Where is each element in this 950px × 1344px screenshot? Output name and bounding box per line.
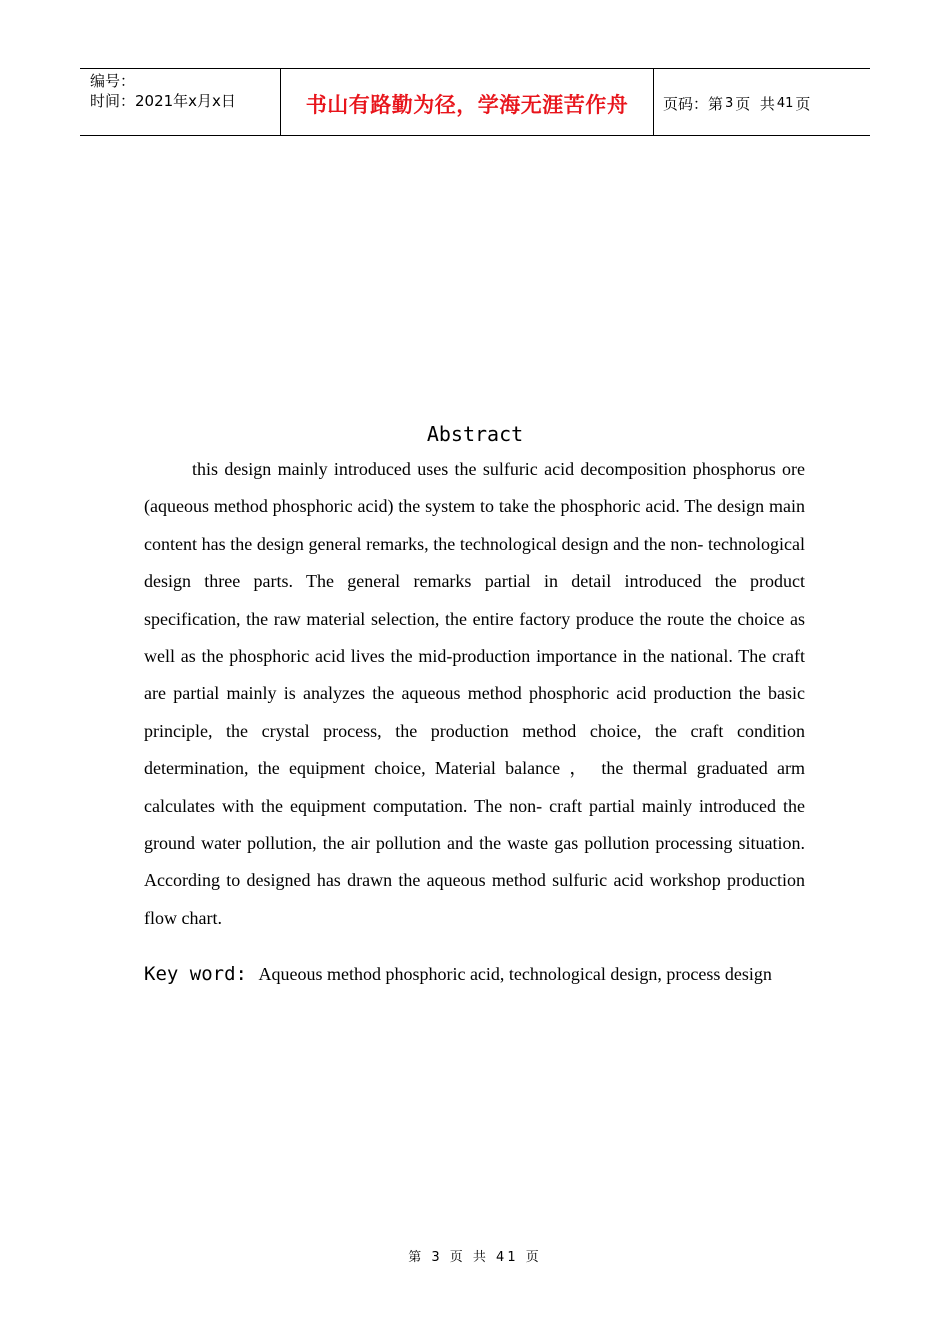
header-left-cell xyxy=(80,69,281,135)
serial-label: 编号： xyxy=(90,72,136,90)
page-prefix: 页码：第 xyxy=(663,95,724,113)
time-label: 时间：2021年x月x日 xyxy=(90,92,236,110)
page-footer: 第 3 页 共 41 页 xyxy=(408,1250,542,1265)
keywords-paragraph xyxy=(144,951,805,998)
page-current: 3 xyxy=(725,96,734,111)
header-page-info xyxy=(654,69,870,135)
page-header xyxy=(80,68,870,136)
keywords-text: Aqueous method phosphoric acid, technological design, process design xyxy=(258,964,772,984)
page-suffix: 页 xyxy=(795,95,811,113)
page-total: 41 xyxy=(776,96,794,111)
abstract-title: Abstract xyxy=(426,422,524,446)
abstract-body: this design mainly introduced uses the sulfuric acid decomposition phosphorus ore (aqueous method phosphoric acid) the system to take the phosphoric acid. The design main content has the design general remarks, the technological design and the non- technological design three parts. The general remarks partial in detail introduced the product specification, the raw material selection, the entire factory produce the route the choice as well as the phosphoric acid lives the mid-production importance in the national. The craft are partial mainly is analyzes the aqueous method phosphoric acid production the basic principle, the crystal process, the production method choice, the craft condition determination, the equipment choice, Material balance ， the thermal graduated arm calculates with the equipment computation. The non- craft partial mainly introduced the ground water pollution, the air pollution and the waste gas pollution processing situation. According to designed has drawn the aqueous method sulfuric acid workshop production flow chart. xyxy=(144,459,805,928)
keywords-label: Key word: xyxy=(144,963,247,985)
header-motto: 书山有路勤为径，学海无涯苦作舟 xyxy=(281,69,654,135)
page-mid: 页 共 xyxy=(735,95,775,113)
